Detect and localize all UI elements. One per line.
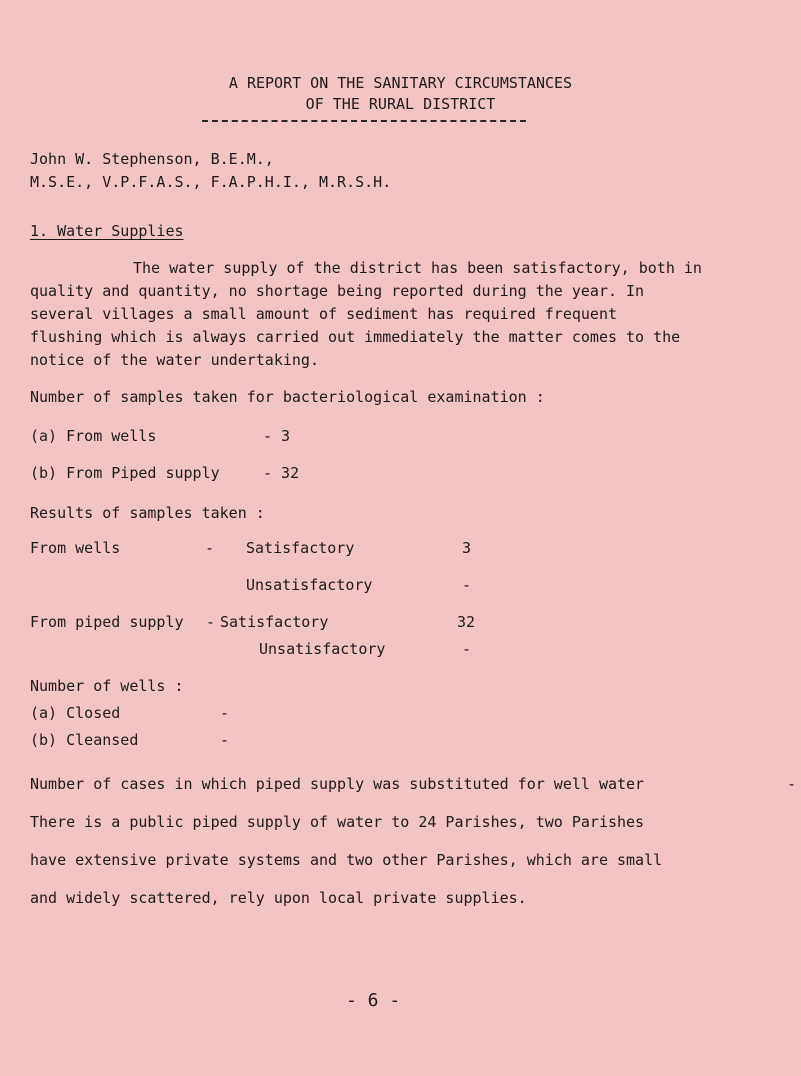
wells-cleansed-value: - <box>220 731 230 749</box>
results-wells-unsatisfactory-value: - <box>462 576 472 594</box>
results-piped-unsatisfactory-value: - <box>462 640 472 658</box>
wells-cleansed-label: (b) Cleansed <box>30 731 139 749</box>
wells-closed-label: (a) Closed <box>30 704 121 722</box>
report-title-line-1: A REPORT ON THE SANITARY CIRCUMSTANCES <box>228 74 573 92</box>
intro-line-1: The water supply of the district has been satisfactory, both in <box>133 259 702 277</box>
results-wells-label: From wells <box>30 539 121 557</box>
closing-line-1: There is a public piped supply of water to 24 Parishes, two Parishes <box>30 813 645 831</box>
intro-line-2: quality and quantity, no shortage being reported during the year. In <box>30 282 645 300</box>
intro-line-4: flushing which is always carried out immediately the matter comes to the <box>30 328 681 346</box>
report-title-line-2: OF THE RURAL DISTRICT <box>305 95 496 113</box>
author-qualifications: M.S.E., V.P.F.A.S., F.A.P.H.I., M.R.S.H. <box>30 173 392 191</box>
wells-heading: Number of wells : <box>30 677 184 695</box>
wells-closed-value: - <box>220 704 230 722</box>
intro-line-5: notice of the water undertaking. <box>30 351 319 369</box>
results-piped-label: From piped supply <box>30 613 184 631</box>
results-piped-satisfactory-value: 32 <box>457 613 476 631</box>
sample-wells-value: - 3 <box>263 427 291 445</box>
sample-wells-label: (a) From wells <box>30 427 157 445</box>
results-wells-dash: - <box>205 539 215 557</box>
title-divider <box>202 120 526 122</box>
results-piped-satisfactory: Satisfactory <box>220 613 329 631</box>
substituted-value: - <box>787 775 797 793</box>
results-piped-dash: - <box>206 613 216 631</box>
results-wells-satisfactory: Satisfactory <box>246 539 355 557</box>
results-heading: Results of samples taken : <box>30 504 265 522</box>
intro-line-3: several villages a small amount of sediment has required frequent <box>30 305 617 323</box>
sample-piped-label: (b) From Piped supply <box>30 464 220 482</box>
closing-line-2: have extensive private systems and two other Parishes, which are small <box>30 851 663 869</box>
section-heading: 1. Water Supplies <box>30 222 184 240</box>
sample-piped-value: - 32 <box>263 464 300 482</box>
closing-line-3: and widely scattered, rely upon local private supplies. <box>30 889 527 907</box>
results-wells-unsatisfactory: Unsatisfactory <box>246 576 373 594</box>
samples-heading: Number of samples taken for bacteriological examination : <box>30 388 545 406</box>
substituted-line: Number of cases in which piped supply was substituted for well water <box>30 775 645 793</box>
author-name: John W. Stephenson, B.E.M., <box>30 150 274 168</box>
results-piped-unsatisfactory: Unsatisfactory <box>259 640 386 658</box>
page-number: - 6 - <box>346 990 401 1011</box>
results-wells-satisfactory-value: 3 <box>462 539 472 557</box>
